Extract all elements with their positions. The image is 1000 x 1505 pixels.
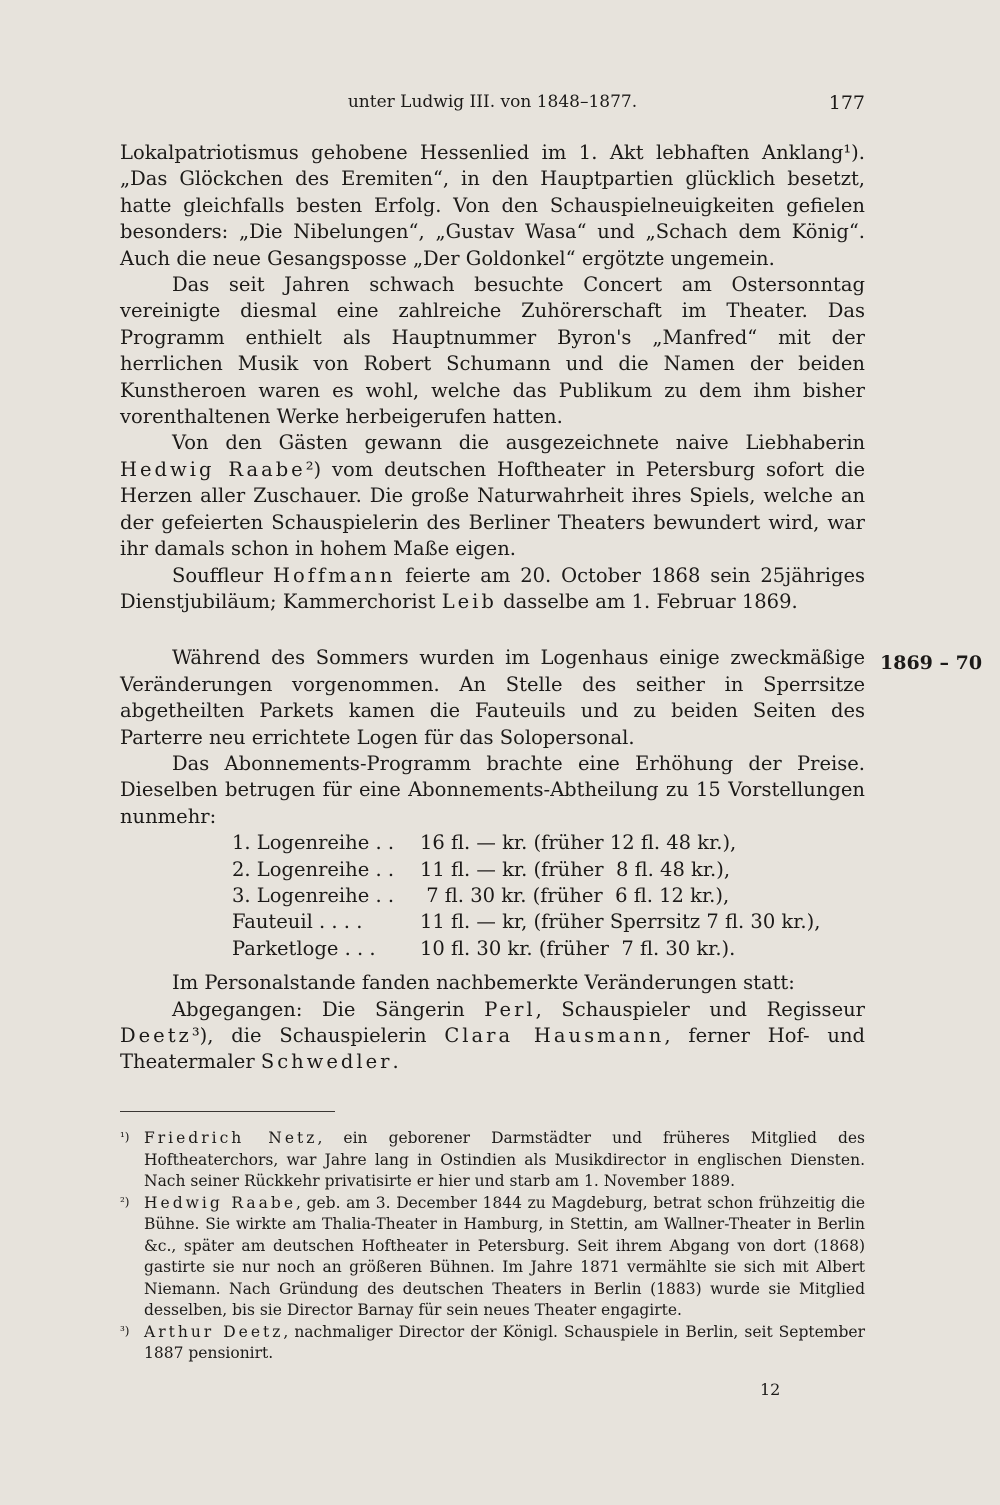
paragraph — [120, 563, 865, 616]
text-run: , geb. am 3. December 1844 zu Magdeburg, betrat schon frühzeitig die Bühne. Sie wirkte am Thalia-Theater in Hamburg, in Stettin, am Wallner-Theater in Berlin &c., später am deutschen Hoftheater in Petersburg. Seit ihrem Abgang von dort (1868) gastirte sie nur noch an größeren Bühnen. Im Jahre 1871 vermählte sie sich mit Albert Niemann. Nach Gründung des deutschen Theaters in Berlin (1883) wurde sie Mitglied desselben, bis sie Director Barnay für sein neues Theater engagirte. — [144, 1193, 865, 1319]
footnote-text — [144, 1128, 865, 1193]
footnote-mark: ³) — [120, 1323, 130, 1338]
section-gap — [120, 615, 865, 645]
footnote-mark: ²) — [120, 1194, 130, 1209]
price-value: 16 fl. — kr. (früher 12 fl. 48 kr.), — [420, 831, 737, 855]
price-row — [232, 909, 865, 935]
paragraph: Das seit Jahren schwach besuchte Concert am Ostersonntag vereinigte diesmal eine zahlreiche Zuhörerschaft im Theater. Das Programm enthielt als Hauptnummer Byron's „Manfred“ mit der herrlichen Musik von Robert Schumann und die Namen der beiden Kunstheroen waren es wohl, welche das Publikum zu dem ihm bisher vorenthaltenen Werke herbeigerufen hatten. — [120, 273, 865, 429]
text-run: Abgegangen: Die Sängerin — [172, 997, 485, 1021]
text-run: Von den Gästen gewann die ausgezeichnete naive Liebhaberin — [172, 431, 865, 455]
footnote — [120, 1322, 865, 1365]
price-label: 2. Logenreihe . . — [232, 857, 395, 881]
text-run: ²) vom deutschen Hoftheater in Petersburg sofort die Herzen aller Zuschauer. Die große Naturwahrheit ihres Spiels, welche an der gefeierten Schauspielerin des Berliner Theaters bewundert wird, war ihr damals schon in hohem Maße eigen. — [120, 457, 865, 561]
footnote-mark: ¹) — [120, 1130, 130, 1144]
price-list — [232, 830, 865, 962]
text-run: dasselbe am 1. Februar 1869. — [496, 589, 798, 613]
running-head — [120, 92, 865, 118]
text-run: , ferner Hof- und Theatermaler — [120, 1023, 866, 1074]
price-row — [232, 830, 865, 856]
person-name: Hedwig Raabe — [144, 1193, 297, 1212]
price-label: Parketloge . . . — [232, 936, 376, 960]
person-name: Schwedler — [260, 1050, 393, 1074]
person-name: Hedwig Raabe — [120, 457, 306, 481]
person-name: Arthur Deetz — [144, 1322, 284, 1341]
footnote — [120, 1193, 865, 1322]
text-run: . — [392, 1050, 399, 1074]
paragraph: Das Abonnements-Programm brachte eine Erhöhung der Preise. Dieselben betrugen für eine Abonnements-Abtheilung zu 15 Vorstellungen nunmehr: — [120, 751, 865, 828]
footnotes — [120, 1128, 865, 1365]
price-label: 3. Logenreihe . . — [232, 883, 395, 907]
paragraph — [120, 997, 865, 1076]
person-name: Perl — [484, 997, 536, 1021]
signature-mark: 12 — [760, 1380, 781, 1399]
text-run: , Schauspieler und Regisseur — [535, 997, 865, 1021]
person-name: Clara Hausmann — [444, 1023, 665, 1047]
footnote — [120, 1128, 865, 1193]
paragraph: Im Personalstande fanden nachbemerkte Veränderungen statt: — [172, 971, 795, 995]
person-name: Friedrich Netz — [144, 1129, 318, 1147]
margin-season-note: 1869 – 70 — [880, 652, 983, 674]
footnote-text — [144, 1193, 865, 1322]
person-name: Deetz — [120, 1023, 192, 1047]
main-text — [120, 140, 865, 1076]
page-number: 177 — [828, 92, 865, 114]
price-value: 7 fl. 30 kr. (früher 6 fl. 12 kr.), — [420, 883, 730, 907]
text-run: ³), die Schauspielerin — [191, 1023, 445, 1047]
text-run: , nachmaliger Director der Königl. Schauspiele in Berlin, seit September 1887 pensionirt. — [144, 1322, 865, 1362]
text-run: Souffleur — [172, 563, 273, 587]
price-row — [232, 883, 865, 909]
price-row — [232, 936, 865, 962]
price-value: 10 fl. 30 kr. (früher 7 fl. 30 kr.). — [420, 936, 736, 960]
person-name: Hoffmann — [273, 563, 396, 587]
price-value: 11 fl. — kr, (früher Sperrsitz 7 fl. 30 kr.), — [420, 910, 821, 934]
text-run: feierte am 20. October 1868 sein 25jähriges Dienstjubiläum; Kammerchorist — [120, 563, 865, 613]
paragraph: Während des Sommers wurden im Logenhaus einige zweckmäßige Veränderungen vorgenommen. An Stelle des seither in Sperrsitze abgetheilten Parkets kamen die Fauteuils und zu beiden Seiten des Parterre neu errichtete Logen für das Solopersonal. — [120, 646, 865, 749]
paragraph — [120, 430, 865, 562]
person-name: Leib — [441, 589, 497, 613]
running-head-title: unter Ludwig III. von 1848–1877. — [347, 92, 638, 112]
paragraph: Lokalpatriotismus gehobene Hessenlied im 1. Akt lebhaften Anklang¹). „Das Glöckchen des Eremiten“, in den Hauptpartien glücklich besetzt, hatte gleichfalls besten Erfolg. Von den Schauspielneuigkeiten gefielen besonders: „Die Nibelungen“, „Gustav Wasa“ und „Schach dem König“. Auch die neue Gesangsposse „Der Goldonkel“ ergötzte ungemein. — [120, 141, 865, 270]
footnote-text — [144, 1322, 865, 1365]
footnote-rule — [120, 1111, 335, 1112]
price-row — [232, 857, 865, 883]
price-label: Fauteuil . . . . — [232, 910, 363, 934]
price-label: 1. Logenreihe . . — [232, 831, 395, 855]
price-value: 11 fl. — kr. (früher 8 fl. 48 kr.), — [420, 857, 731, 881]
text-run: , ein geborener Darmstädter und früheres Mitglied des Hoftheaterchors, war Jahre lang in Ostindien als Musikdirector in englischen Diensten. Nach seiner Rückkehr privatisirte er hier und starb am 1. November 1889. — [144, 1129, 865, 1190]
